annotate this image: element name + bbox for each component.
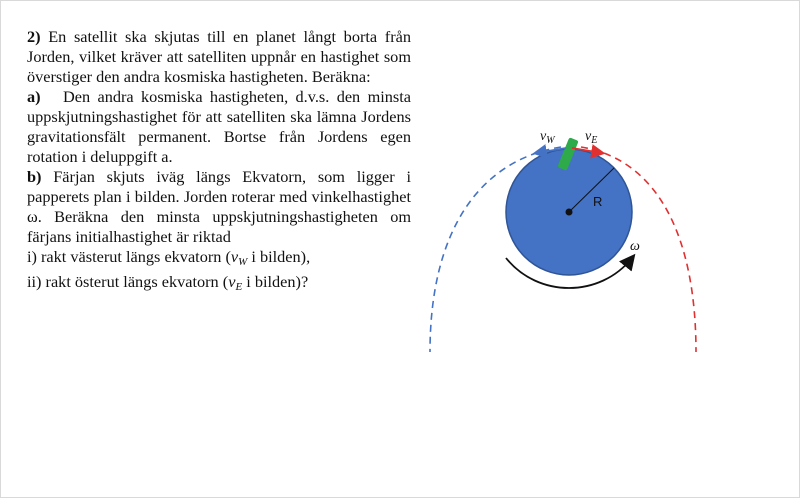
part-a: [27, 87, 411, 167]
radius-label: R: [593, 194, 603, 209]
part-ii: [27, 272, 411, 297]
ve-symbol: v: [585, 129, 592, 144]
part-i-subscript: W: [238, 256, 248, 268]
vw-subscript: W: [546, 135, 555, 146]
part-ii-symbol: v: [228, 272, 236, 291]
part-ii-post: i bilden)?: [242, 272, 309, 291]
ve-subscript: E: [591, 135, 598, 146]
omega-label: ω: [630, 239, 640, 254]
problem-number: 2): [27, 27, 41, 46]
part-i-symbol: v: [230, 247, 239, 266]
part-i: [27, 247, 411, 272]
vw-label: [540, 129, 556, 146]
vw-symbol: v: [540, 129, 547, 144]
earth-diagram: [420, 120, 720, 360]
part-b-text: Färjan skjuts iväg längs Ekvatorn, som ligger i papperets plan i bilden. Jorden roterar med vinkelhastighet ω. Beräkna den minsta uppskjutningshastigheten om färjans initialhastighet är riktad: [27, 167, 411, 246]
intro-text: En satellit ska skjutas till en planet långt borta från Jorden, vilket kräver att satelliten uppnår en hastighet som överstiger den andra kosmiska hastigheten. Beräkna:: [27, 27, 411, 86]
part-a-label: a): [27, 87, 41, 106]
part-i-pre: i) rakt västerut längs ekvatorn (: [27, 247, 231, 266]
part-b: [27, 167, 411, 247]
problem-text: [27, 27, 411, 297]
part-ii-pre: ii) rakt österut längs ekvatorn (: [27, 272, 229, 291]
part-ii-subscript: E: [235, 281, 243, 293]
ve-label: [585, 129, 597, 146]
part-a-text: Den andra kosmiska hastigheten, d.v.s. den minsta uppskjutningshastighet för att satelliten ska lämna Jordens gravitationsfält permanent. Bortse från Jordens egen rotation i deluppgift a.: [27, 87, 411, 166]
earth-center: [566, 209, 573, 216]
earth-figure: [420, 120, 720, 360]
part-i-post: i bilden),: [247, 247, 311, 266]
part-b-label: b): [27, 167, 42, 186]
problem-intro: [27, 27, 411, 87]
